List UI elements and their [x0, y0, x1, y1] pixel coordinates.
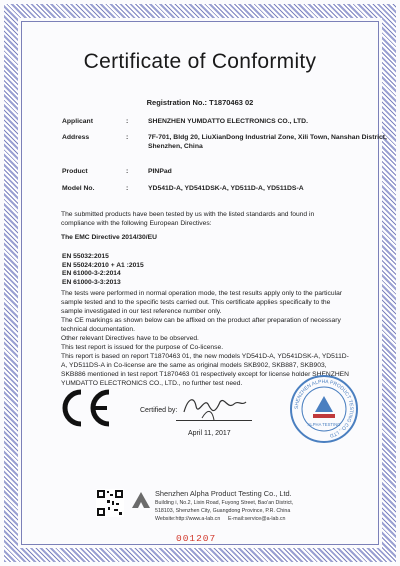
address-colon: :: [126, 134, 129, 141]
product-colon: :: [126, 168, 129, 175]
qr-code-icon: [96, 489, 124, 517]
footer-email: E-mail:service@a-lab.cn: [228, 516, 286, 522]
standard-item: EN 61000-3-2:2014: [62, 270, 121, 277]
intro-paragraph: The submitted products have been tested by us with the listed standards and found in compliance with the following European Directives:: [61, 211, 315, 227]
other-directives-paragraph: Other relevant Directives have to be observed.: [61, 335, 199, 342]
standard-item: EN 55032:2015: [62, 253, 109, 260]
model-colon: :: [126, 185, 129, 192]
certificate-title: Certificate of Conformity: [83, 50, 317, 73]
ce-mark-icon: [57, 388, 113, 428]
standard-item: EN 55024:2010 + A1 :2015: [62, 262, 144, 269]
applicant-value: SHENZHEN YUMDATTO ELECTRONICS CO., LTD.: [148, 118, 308, 125]
ce-marking-paragraph: The CE markings as shown below can be affixed on the product after preparation of necessary technical documentation.: [61, 317, 341, 333]
seal-center-text: ALPHA TESTING: [307, 422, 341, 427]
footer-website: Website:http://www.a-lab.cn: [155, 516, 221, 522]
signature-line: [176, 420, 252, 421]
standard-item: EN 61000-3-3:2013: [62, 279, 121, 286]
registration-number: Registration No.: T1870463 02: [146, 98, 254, 107]
product-value: PINPad: [148, 168, 172, 175]
model-label: Model No.: [62, 185, 95, 192]
purpose-paragraph: This test report is issued for the purpose of Co-license.: [61, 344, 224, 351]
model-value: YD541D-A, YD541DSK-A, YD511D-A, YD511DS-A: [148, 185, 304, 192]
address-value: 7F-701, Bldg 20, LiuXianDong Industrial Zone, Xili Town, Nanshan District, Shenzhen, China: [148, 134, 387, 150]
applicant-label: Applicant: [62, 118, 93, 125]
report-basis-paragraph: This report is based on report T1870463 01, the new models YD541D-A, YD541DSK-A, YD511D-A, YD511DS-A in Co-license are the same as original models SKB902, SKB887, SKB903, SKB886 mentioned in test report T1870463 01 respectively except for license holder SHENZHEN YUMDATTO ELECTRONICS CO., LTD., no further test need.: [61, 353, 349, 387]
certified-by-label: Certified by:: [140, 407, 178, 414]
footer-address-line: Building i, No.2, Lixin Road, Fuyong Street, Bao'an District,: [155, 500, 294, 506]
svg-text:SHENZHEN ALPHA PRODUCT TESTING: SHENZHEN ALPHA PRODUCT TESTING CO., LTD: [293, 378, 355, 439]
signature-image: [178, 392, 248, 422]
address-label: Address: [62, 134, 90, 141]
footer-company-name: Shenzhen Alpha Product Testing Co., Ltd.: [155, 489, 292, 498]
directive-title: The EMC Directive 2014/30/EU: [61, 234, 157, 241]
alpha-logo-icon: [130, 491, 152, 509]
serial-number: 001207: [176, 533, 217, 544]
product-label: Product: [62, 168, 88, 175]
test-scope-paragraph: The tests were performed in normal operation mode, the test results apply only to the particular sample tested and to the specific tests carried out. This certificate applies specifically to the sample investigated in our test reference number only.: [61, 290, 343, 315]
footer-address-line: 518103, Shenzhen City, Guangdong Province, P.R. China: [155, 508, 291, 514]
company-seal-icon: [289, 374, 359, 444]
applicant-colon: :: [126, 118, 129, 125]
issue-date: April 11, 2017: [188, 430, 231, 437]
